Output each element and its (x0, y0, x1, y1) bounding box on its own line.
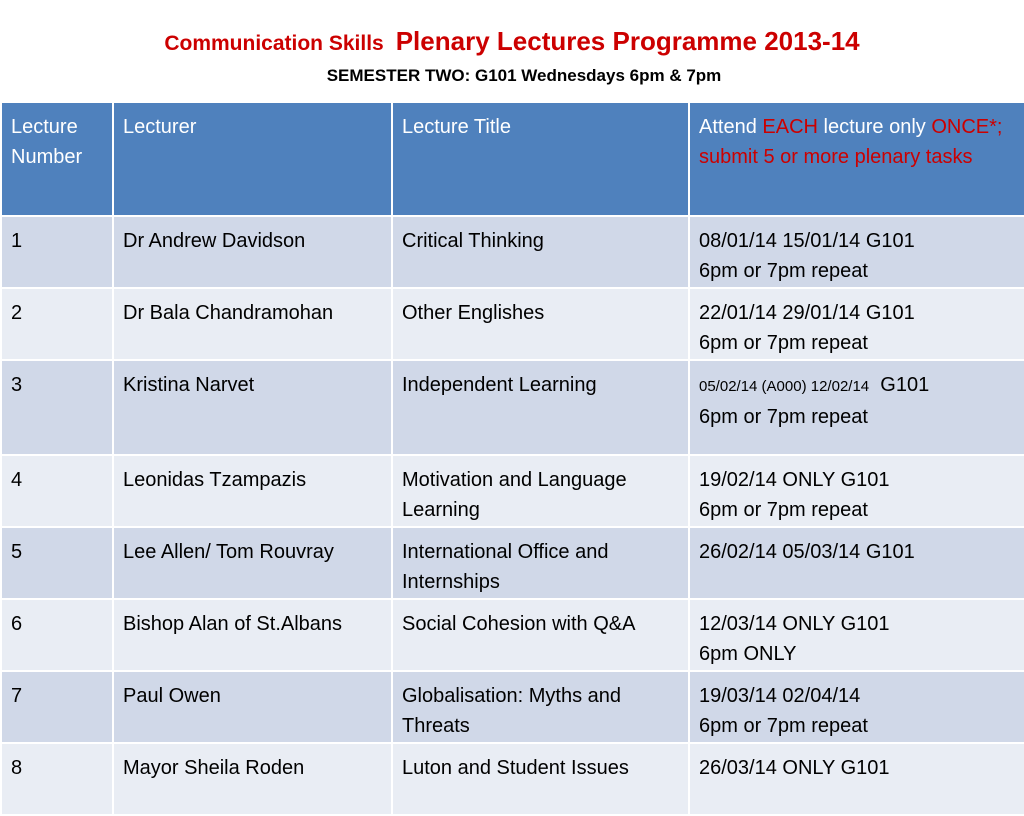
cell-attendance (689, 599, 1024, 671)
cell-attendance (689, 288, 1024, 360)
header-attend-mid: lecture only (817, 116, 932, 138)
page-title (0, 26, 1024, 57)
cell-lecturer: Leonidas Tzampazis (113, 455, 392, 527)
cell-number: 2 (1, 288, 113, 360)
title-course: Communication Skills (164, 32, 384, 55)
cell-number: 4 (1, 455, 113, 527)
cell-date: 19/02/14 ONLY G101 (699, 469, 890, 491)
table-row (1, 216, 1024, 288)
cell-date-line (699, 370, 1015, 402)
cell-attendance (689, 360, 1024, 455)
header-attend-once: ONCE*; submit 5 or more plenary tasks (699, 116, 1003, 168)
cell-date: G101 (880, 374, 930, 396)
cell-number: 1 (1, 216, 113, 288)
cell-title: Independent Learning (392, 360, 689, 455)
header-lecture-number: Lecture Number (1, 102, 113, 216)
header-attend-each: EACH (762, 116, 818, 138)
cell-title: Social Cohesion with Q&A (392, 599, 689, 671)
cell-lecturer: Lee Allen/ Tom Rouvray (113, 527, 392, 599)
table-row (1, 671, 1024, 743)
header-attendance (689, 102, 1024, 216)
cell-date: 22/01/14 29/01/14 G101 (699, 302, 915, 324)
cell-date: 19/03/14 02/04/14 (699, 685, 861, 707)
lecture-schedule-table (0, 101, 1024, 816)
table-header-row (1, 102, 1024, 216)
cell-attendance (689, 216, 1024, 288)
header-lecture-title: Lecture Title (392, 102, 689, 216)
cell-number: 8 (1, 743, 113, 815)
header-lecturer: Lecturer (113, 102, 392, 216)
cell-number: 6 (1, 599, 113, 671)
cell-attendance (689, 455, 1024, 527)
title-programme: Plenary Lectures Programme 2013-14 (395, 26, 860, 56)
table-row (1, 288, 1024, 360)
cell-date: 12/03/14 ONLY G101 (699, 613, 890, 635)
cell-date-small: 05/02/14 (A000) 12/02/14 (699, 378, 870, 395)
cell-title: Critical Thinking (392, 216, 689, 288)
table-row (1, 455, 1024, 527)
cell-lecturer: Kristina Narvet (113, 360, 392, 455)
cell-time: 6pm or 7pm repeat (699, 260, 868, 282)
cell-lecturer: Mayor Sheila Roden (113, 743, 392, 815)
cell-title: Other Englishes (392, 288, 689, 360)
cell-number: 7 (1, 671, 113, 743)
cell-title: Luton and Student Issues (392, 743, 689, 815)
cell-date: 26/03/14 ONLY G101 (699, 757, 890, 779)
cell-attendance (689, 527, 1024, 599)
table-row (1, 599, 1024, 671)
table-row (1, 360, 1024, 455)
cell-title: Globalisation: Myths and Threats (392, 671, 689, 743)
cell-time: 6pm or 7pm repeat (699, 499, 868, 521)
cell-lecturer: Dr Andrew Davidson (113, 216, 392, 288)
cell-date: 26/02/14 05/03/14 G101 (699, 541, 915, 563)
cell-number: 5 (1, 527, 113, 599)
cell-time: 6pm ONLY (699, 643, 797, 665)
table-row (1, 743, 1024, 815)
header-attend-prefix: Attend (699, 116, 763, 138)
cell-time: 6pm or 7pm repeat (699, 332, 868, 354)
cell-lecturer: Paul Owen (113, 671, 392, 743)
cell-number: 3 (1, 360, 113, 455)
cell-date: 08/01/14 15/01/14 G101 (699, 230, 915, 252)
cell-title: International Office and Internships (392, 527, 689, 599)
cell-attendance (689, 671, 1024, 743)
cell-title: Motivation and Language Learning (392, 455, 689, 527)
cell-lecturer: Bishop Alan of St.Albans (113, 599, 392, 671)
page-subtitle: SEMESTER TWO: G101 Wednesdays 6pm & 7pm (326, 66, 722, 85)
cell-time: 6pm or 7pm repeat (699, 715, 868, 737)
cell-time: 6pm or 7pm repeat (699, 406, 868, 428)
cell-lecturer: Dr Bala Chandramohan (113, 288, 392, 360)
table-row (1, 527, 1024, 599)
cell-attendance (689, 743, 1024, 815)
